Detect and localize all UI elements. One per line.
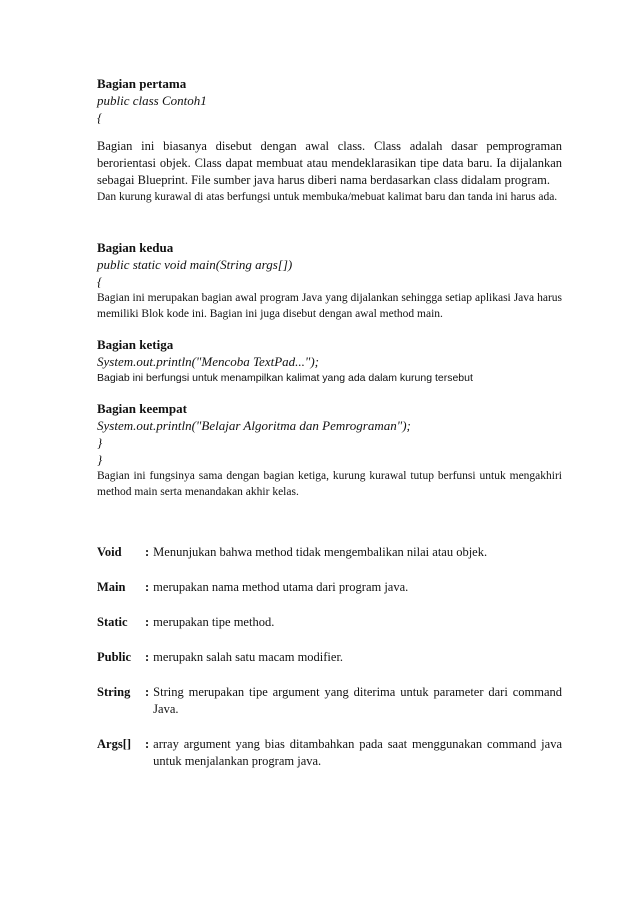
definition-row [97,579,562,596]
definition-term: String [97,685,131,699]
definition-text: array argument yang bias ditambahkan pada saat menggunakan command java untuk menjalankan program java. [153,737,562,768]
definition-row [97,736,562,770]
section4-code-line3: } [97,452,103,467]
section3-code-line1: System.out.println("Mencoba TextPad..."); [97,354,320,369]
section4-code-line1: System.out.println("Belajar Algoritma dan Pemrograman"); [97,418,411,433]
section1-paragraph: Bagian ini biasanya disebut dengan awal class. Class adalah dasar pemprograman berorientasi objek. Class dapat membuat atau mendeklarasikan tipe data baru. Ia dijalankan sebagai Blueprint. File sumber java harus diberi nama berdasarkan class didalam program. [97,139,562,187]
section2-paragraph: Bagian ini merupakan bagian awal program Java yang dijalankan sehingga setiap aplikasi Java harus memiliki Blok kode ini. Bagian ini juga disebut dengan awal method main. [97,292,562,320]
section2-heading: Bagian kedua [97,240,174,255]
definition-row [97,684,562,718]
section4-heading: Bagian keempat [97,401,187,416]
section4-paragraph: Bagian ini fungsinya sama dengan bagian ketiga, kurung kurawal tutup berfunsi untuk mengakhiri method main serta menandakan akhir kelas. [97,470,562,498]
definition-text: Menunjukan bahwa method tidak mengembalikan nilai atau objek. [153,545,488,559]
section1-code-line1: public class Contoh1 [97,93,207,108]
definition-colon: : [145,737,150,751]
definition-colon: : [145,580,150,594]
definition-text: String merupakan tipe argument yang diterima untuk parameter dari command Java. [153,685,562,716]
section4-code-line2: } [97,435,103,450]
section1-note: Dan kurung kurawal di atas berfungsi untuk membuka/mebuat kalimat baru dan tanda ini harus ada. [97,191,558,203]
definition-text: merupakan nama method utama dari program java. [153,580,409,594]
definitions-list [97,544,562,770]
definition-colon: : [145,650,150,664]
definition-row [97,614,562,631]
definition-row [97,544,562,561]
definition-term: Main [97,580,126,594]
definition-term: Static [97,615,128,629]
section3-paragraph: Bagiab ini berfungsi untuk menampilkan kalimat yang ada dalam kurung tersebut [97,372,473,384]
section1-code-line2: { [97,110,103,125]
definition-term: Args[] [97,737,132,751]
definition-colon: : [145,545,150,559]
definition-text: merupakan tipe method. [153,615,275,629]
definition-colon: : [145,685,150,699]
definition-row [97,649,562,666]
definition-text: merupakn salah satu macam modifier. [153,650,344,664]
section2-code-line2: { [97,274,103,289]
document-page [97,75,562,788]
section2-code-line1: public static void main(String args[]) [97,257,293,272]
definition-colon: : [145,615,150,629]
definition-term: Public [97,650,132,664]
definition-term: Void [97,545,122,559]
section1-heading: Bagian pertama [97,76,187,91]
section3-heading: Bagian ketiga [97,337,174,352]
